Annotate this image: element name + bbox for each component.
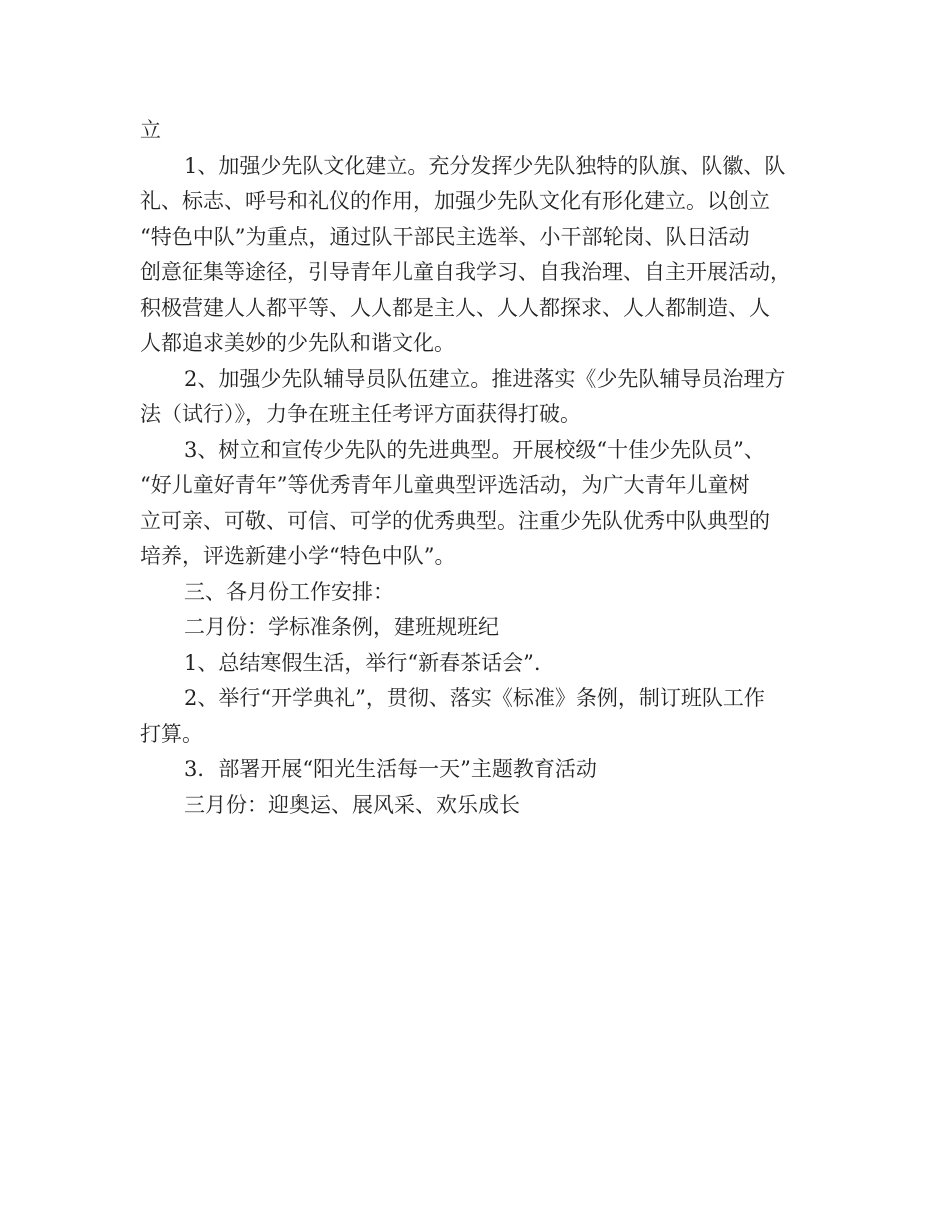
text-line: 法（试行）》，力争在班主任考评方面获得打破。 — [140, 402, 581, 426]
text-line: 3、树立和宣传少先队的先进典型。开展校级“十佳少先队员”、 — [184, 437, 765, 462]
text-line: 积极营建人人都平等、人人都是主人、人人都探求、人人都制造、人 — [140, 295, 770, 320]
list-item: 1、总结寒假生活，举行“新春茶话会”. — [184, 650, 541, 675]
list-item: 2、举行“开学典礼”，贯彻、落实《标准》条例，制订班队工作 — [184, 686, 765, 710]
text-line: 立 — [140, 118, 161, 142]
text-line: “好儿童好青年”等优秀青年儿童典型评选活动，为广大青年儿童树 — [140, 473, 750, 497]
text-line: 培养，评选新建小学“特色中队”。 — [140, 544, 456, 568]
text-line: 立可亲、可敬、可信、可学的优秀典型。注重少先队优秀中队典型的 — [140, 508, 770, 533]
document-body — [140, 113, 810, 823]
text-line: “特色中队”为重点，通过队干部民主选举、小干部轮岗、队日活动 — [140, 224, 750, 249]
text-line: 2、加强少先队辅导员队伍建立。推进落实《少先队辅导员治理方 — [184, 366, 786, 391]
month-heading: 二月份：学标准条例，建班规班纪 — [184, 615, 499, 639]
text-line: 人都追求美妙的少先队和谐文化。 — [140, 331, 455, 355]
text-line: 1、加强少先队文化建立。充分发挥少先队独特的队旗、队徽、队 — [184, 153, 786, 178]
text-line: 礼、标志、呼号和礼仪的作用，加强少先队文化有形化建立。以创立 — [140, 189, 770, 213]
list-item: 3．部署开展“阳光生活每一天”主题教育活动 — [184, 757, 597, 781]
section-heading: 三、各月份工作安排： — [184, 579, 394, 604]
text-line: 创意征集等途径，引导青年儿童自我学习、自我治理、自主开展活动， — [140, 260, 791, 284]
month-heading: 三月份：迎奥运、展风采、欢乐成长 — [184, 792, 520, 817]
text-line: 打算。 — [140, 721, 203, 746]
